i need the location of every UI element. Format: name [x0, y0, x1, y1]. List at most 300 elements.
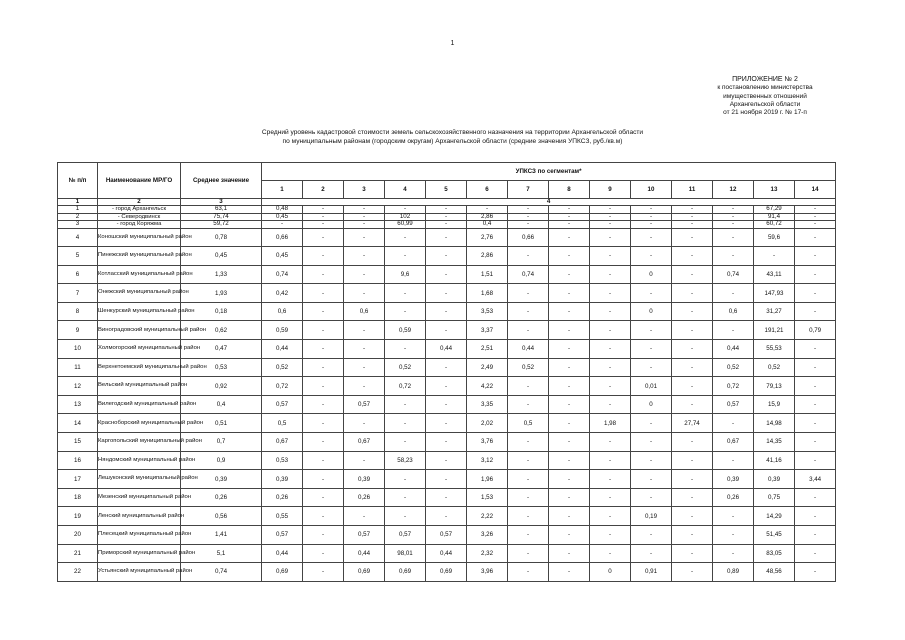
segment-value-cell: -: [795, 544, 836, 563]
segment-value-cell: 3,96: [467, 563, 508, 582]
segment-value-cell: 79,13: [754, 377, 795, 396]
row-name-cell: Коношский муниципальный район: [98, 228, 181, 247]
header-name: Наименование МР/ГО: [98, 163, 181, 199]
segment-value-cell: -: [303, 340, 344, 359]
segment-value-cell: -: [344, 507, 385, 526]
segment-value-cell: 0,75: [754, 488, 795, 507]
segment-value-cell: 0,44: [262, 544, 303, 563]
table-row: [58, 563, 836, 582]
segment-value-cell: 0,5: [508, 414, 549, 433]
row-name-cell: - Северодвинск: [98, 213, 181, 221]
row-number-cell: 14: [58, 414, 98, 433]
segment-value-cell: -: [344, 340, 385, 359]
segment-value-cell: 2,22: [467, 507, 508, 526]
segment-value-cell: -: [549, 247, 590, 266]
segment-value-cell: -: [385, 395, 426, 414]
segment-value-cell: -: [590, 544, 631, 563]
segment-value-cell: 0,53: [262, 451, 303, 470]
table-row: [58, 265, 836, 284]
segment-value-cell: -: [713, 321, 754, 340]
segment-value-cell: -: [303, 206, 344, 214]
segment-value-cell: -: [795, 488, 836, 507]
segment-value-cell: -: [631, 488, 672, 507]
segment-value-cell: 60,72: [754, 221, 795, 229]
segment-value-cell: -: [549, 507, 590, 526]
segment-value-cell: -: [795, 247, 836, 266]
segment-value-cell: 0,5: [262, 414, 303, 433]
segment-value-cell: -: [795, 526, 836, 545]
segment-value-cell: 0,67: [262, 433, 303, 452]
segment-value-cell: -: [508, 563, 549, 582]
segment-value-cell: -: [672, 265, 713, 284]
segment-value-cell: 0,52: [508, 358, 549, 377]
row-average-cell: 0,39: [181, 470, 262, 489]
table-row: [58, 321, 836, 340]
segment-header-cell: 8: [549, 181, 590, 199]
segment-value-cell: -: [590, 206, 631, 214]
segment-value-cell: 98,01: [385, 544, 426, 563]
row-number-cell: 21: [58, 544, 98, 563]
row-average-cell: 0,26: [181, 488, 262, 507]
segment-value-cell: 1,98: [590, 414, 631, 433]
segment-value-cell: -: [754, 247, 795, 266]
row-average-cell: 5,1: [181, 544, 262, 563]
segment-value-cell: -: [426, 451, 467, 470]
segment-value-cell: 0,44: [713, 340, 754, 359]
segment-value-cell: -: [385, 247, 426, 266]
row-average-cell: 1,93: [181, 284, 262, 303]
segment-header-cell: 12: [713, 181, 754, 199]
header-upksz: УПКСЗ по сегментам*: [262, 163, 836, 181]
segment-value-cell: -: [426, 213, 467, 221]
segment-value-cell: -: [795, 228, 836, 247]
segment-value-cell: 3,76: [467, 433, 508, 452]
segment-value-cell: 0,52: [385, 358, 426, 377]
segment-value-cell: 43,11: [754, 265, 795, 284]
segment-header-cell: 6: [467, 181, 508, 199]
segment-value-cell: 15,9: [754, 395, 795, 414]
table-header: [58, 163, 836, 199]
segment-value-cell: 0,79: [795, 321, 836, 340]
table-row: [58, 488, 836, 507]
segment-header-cell: 4: [385, 181, 426, 199]
segment-value-cell: -: [631, 526, 672, 545]
segment-value-cell: -: [508, 544, 549, 563]
row-name-cell: Устьянский муниципальный район: [98, 563, 181, 582]
row-average-cell: 0,74: [181, 563, 262, 582]
index-cell: 3: [181, 199, 262, 206]
table-row: [58, 470, 836, 489]
segment-value-cell: -: [508, 284, 549, 303]
segment-value-cell: -: [672, 340, 713, 359]
segment-value-cell: -: [795, 284, 836, 303]
segment-value-cell: -: [590, 395, 631, 414]
row-number-cell: 7: [58, 284, 98, 303]
segment-value-cell: -: [549, 526, 590, 545]
row-name-cell: - город Архангельск: [98, 206, 181, 214]
segment-value-cell: -: [426, 302, 467, 321]
segment-value-cell: -: [303, 377, 344, 396]
segment-value-cell: 0,69: [262, 563, 303, 582]
segment-value-cell: -: [590, 377, 631, 396]
segment-value-cell: -: [590, 507, 631, 526]
segment-value-cell: -: [631, 470, 672, 489]
segment-value-cell: -: [795, 414, 836, 433]
segment-value-cell: -: [344, 213, 385, 221]
segment-value-cell: -: [344, 228, 385, 247]
segment-value-cell: -: [795, 358, 836, 377]
segment-value-cell: -: [590, 265, 631, 284]
table-row: [58, 221, 836, 229]
row-number-cell: 3: [58, 221, 98, 229]
segment-value-cell: 0,6: [262, 302, 303, 321]
segment-value-cell: 0,57: [385, 526, 426, 545]
segment-value-cell: -: [795, 563, 836, 582]
segment-value-cell: -: [672, 284, 713, 303]
row-average-cell: 0,56: [181, 507, 262, 526]
segment-value-cell: 0,42: [262, 284, 303, 303]
row-average-cell: 0,51: [181, 414, 262, 433]
row-number-cell: 1: [58, 206, 98, 214]
segment-value-cell: 0,89: [713, 563, 754, 582]
segment-value-cell: 60,99: [385, 221, 426, 229]
segment-value-cell: 0,48: [262, 206, 303, 214]
segment-value-cell: -: [549, 265, 590, 284]
segment-value-cell: -: [631, 321, 672, 340]
segment-value-cell: 0: [590, 563, 631, 582]
segment-value-cell: -: [303, 544, 344, 563]
segment-value-cell: -: [590, 451, 631, 470]
segment-value-cell: -: [344, 284, 385, 303]
segment-value-cell: -: [795, 265, 836, 284]
row-number-cell: 8: [58, 302, 98, 321]
segment-value-cell: 3,12: [467, 451, 508, 470]
segment-value-cell: -: [344, 414, 385, 433]
segment-value-cell: -: [672, 221, 713, 229]
segment-value-cell: 0,57: [344, 526, 385, 545]
appendix-title: ПРИЛОЖЕНИЕ № 2: [732, 76, 798, 83]
segment-value-cell: 0,72: [262, 377, 303, 396]
segment-value-cell: -: [590, 488, 631, 507]
table-row: [58, 228, 836, 247]
row-average-cell: 0,53: [181, 358, 262, 377]
segment-value-cell: 2,86: [467, 247, 508, 266]
segment-value-cell: -: [672, 247, 713, 266]
row-average-cell: 0,78: [181, 228, 262, 247]
segment-value-cell: -: [426, 395, 467, 414]
segment-value-cell: 2,86: [467, 213, 508, 221]
table-row: [58, 433, 836, 452]
segment-value-cell: 0,19: [631, 507, 672, 526]
segment-value-cell: 0,26: [262, 488, 303, 507]
segment-value-cell: 0: [631, 302, 672, 321]
segment-value-cell: 0,74: [262, 265, 303, 284]
segment-value-cell: -: [549, 544, 590, 563]
segment-value-cell: -: [508, 377, 549, 396]
segment-value-cell: 0,44: [426, 544, 467, 563]
segment-value-cell: -: [426, 358, 467, 377]
row-number-cell: 2: [58, 213, 98, 221]
segment-header-cell: 14: [795, 181, 836, 199]
segment-value-cell: -: [631, 213, 672, 221]
segment-value-cell: -: [795, 395, 836, 414]
row-average-cell: 0,62: [181, 321, 262, 340]
segment-value-cell: 51,45: [754, 526, 795, 545]
row-name-cell: Онежский муниципальный район: [98, 284, 181, 303]
segment-value-cell: -: [713, 228, 754, 247]
row-name-cell: Мезенский муниципальный район: [98, 488, 181, 507]
segment-value-cell: -: [385, 433, 426, 452]
segment-value-cell: -: [713, 414, 754, 433]
segment-value-cell: 0,45: [262, 247, 303, 266]
table-body: [58, 199, 836, 582]
segment-value-cell: -: [590, 228, 631, 247]
segment-value-cell: -: [508, 206, 549, 214]
segment-value-cell: -: [672, 526, 713, 545]
segment-value-cell: -: [672, 228, 713, 247]
row-name-cell: Вилегодский муниципальный район: [98, 395, 181, 414]
segment-value-cell: -: [549, 321, 590, 340]
segment-value-cell: 27,74: [672, 414, 713, 433]
row-name-cell: Котласский муниципальный район: [98, 265, 181, 284]
segment-value-cell: -: [426, 228, 467, 247]
segment-value-cell: 0,72: [713, 377, 754, 396]
segment-value-cell: 0,74: [508, 265, 549, 284]
segment-value-cell: 102: [385, 213, 426, 221]
header-average: Среднее значение: [181, 163, 262, 199]
table-row: [58, 507, 836, 526]
document-title-line: Средний уровень кадастровой стоимости земель сельскохозяйственного назначения на территории Архангельской области: [261, 129, 644, 136]
row-number-cell: 18: [58, 488, 98, 507]
segment-value-cell: 14,29: [754, 507, 795, 526]
appendix-line: от 21 ноября 2019 г. № 17-п: [723, 109, 807, 117]
row-name-cell: Ленский муниципальный район: [98, 507, 181, 526]
segment-value-cell: 0,39: [262, 470, 303, 489]
segment-value-cell: 0,52: [262, 358, 303, 377]
segment-value-cell: 9,6: [385, 265, 426, 284]
segment-value-cell: 0,39: [754, 470, 795, 489]
row-average-cell: 1,41: [181, 526, 262, 545]
row-number-cell: 20: [58, 526, 98, 545]
segment-value-cell: -: [549, 451, 590, 470]
appendix-line: к постановлению министерства: [717, 84, 813, 92]
segment-value-cell: -: [303, 470, 344, 489]
row-name-cell: Лешуконский муниципальный район: [98, 470, 181, 489]
segment-value-cell: -: [795, 340, 836, 359]
row-average-cell: 0,9: [181, 451, 262, 470]
row-number-cell: 12: [58, 377, 98, 396]
segment-value-cell: -: [303, 247, 344, 266]
segment-value-cell: -: [426, 221, 467, 229]
table-row: [58, 414, 836, 433]
segment-value-cell: 0,91: [631, 563, 672, 582]
page-number: 1: [450, 40, 455, 47]
row-name-cell: Шенкурский муниципальный район: [98, 302, 181, 321]
segment-value-cell: 0,59: [262, 321, 303, 340]
index-cell: 1: [58, 199, 98, 206]
segment-value-cell: -: [672, 488, 713, 507]
segment-value-cell: 3,44: [795, 470, 836, 489]
segment-value-cell: -: [426, 284, 467, 303]
segment-value-cell: -: [303, 221, 344, 229]
row-number-cell: 17: [58, 470, 98, 489]
document-title-line: по муниципальным районам (городским округам) Архангельской области (средние значения УПКСЗ, руб./кв.м): [282, 138, 623, 146]
segment-value-cell: -: [549, 284, 590, 303]
segment-value-cell: -: [672, 206, 713, 214]
segment-value-cell: 3,26: [467, 526, 508, 545]
table-row: [58, 358, 836, 377]
segment-value-cell: -: [385, 414, 426, 433]
segment-value-cell: 67,29: [754, 206, 795, 214]
segment-value-cell: -: [426, 265, 467, 284]
segment-value-cell: -: [672, 433, 713, 452]
segment-header-cell: 10: [631, 181, 672, 199]
segment-value-cell: -: [549, 302, 590, 321]
row-average-cell: 0,92: [181, 377, 262, 396]
segment-header-cell: 2: [303, 181, 344, 199]
segment-value-cell: -: [795, 302, 836, 321]
segment-value-cell: -: [303, 228, 344, 247]
segment-value-cell: 0,74: [713, 265, 754, 284]
row-number-cell: 22: [58, 563, 98, 582]
segment-value-cell: -: [344, 265, 385, 284]
segment-value-cell: -: [385, 470, 426, 489]
segment-value-cell: -: [795, 507, 836, 526]
segment-value-cell: -: [590, 358, 631, 377]
segment-value-cell: 0,57: [262, 526, 303, 545]
segment-value-cell: -: [344, 358, 385, 377]
row-name-cell: Каргопольский муниципальный район: [98, 433, 181, 452]
segment-value-cell: -: [549, 228, 590, 247]
segment-value-cell: 0,44: [426, 340, 467, 359]
table-row: [58, 284, 836, 303]
segment-value-cell: -: [590, 221, 631, 229]
segment-value-cell: -: [672, 451, 713, 470]
segment-value-cell: -: [631, 358, 672, 377]
segment-value-cell: 0,69: [426, 563, 467, 582]
segment-value-cell: -: [344, 377, 385, 396]
appendix-line: Архангельской области: [729, 100, 801, 108]
segment-value-cell: -: [549, 395, 590, 414]
row-name-cell: Няндомский муниципальный район: [98, 451, 181, 470]
table-row: [58, 247, 836, 266]
segment-value-cell: -: [549, 414, 590, 433]
segment-value-cell: -: [385, 302, 426, 321]
segment-value-cell: -: [631, 221, 672, 229]
segment-value-cell: -: [426, 488, 467, 507]
segment-value-cell: -: [344, 221, 385, 229]
segment-value-cell: -: [426, 247, 467, 266]
segment-value-cell: -: [795, 377, 836, 396]
segment-value-cell: 14,98: [754, 414, 795, 433]
row-number-cell: 16: [58, 451, 98, 470]
segment-value-cell: -: [344, 321, 385, 340]
row-average-cell: 0,7: [181, 433, 262, 452]
segment-value-cell: -: [590, 340, 631, 359]
segment-value-cell: -: [549, 221, 590, 229]
segment-value-cell: 1,68: [467, 284, 508, 303]
segment-value-cell: -: [467, 206, 508, 214]
segment-value-cell: -: [795, 213, 836, 221]
header-num: № п/п: [58, 163, 98, 199]
segment-header-cell: 7: [508, 181, 549, 199]
segment-value-cell: 0,72: [385, 377, 426, 396]
segment-value-cell: -: [508, 321, 549, 340]
segment-value-cell: -: [549, 206, 590, 214]
segment-value-cell: -: [303, 284, 344, 303]
row-average-cell: 0,45: [181, 247, 262, 266]
appendix-line: имущественных отношений: [723, 92, 807, 100]
segment-value-cell: 0,44: [344, 544, 385, 563]
segment-value-cell: 0,01: [631, 377, 672, 396]
segment-value-cell: -: [549, 213, 590, 221]
segment-value-cell: 2,32: [467, 544, 508, 563]
row-name-cell: Пинежский муниципальный район: [98, 247, 181, 266]
segment-value-cell: -: [713, 451, 754, 470]
row-average-cell: 0,18: [181, 302, 262, 321]
segment-value-cell: 2,51: [467, 340, 508, 359]
row-number-cell: 4: [58, 228, 98, 247]
segment-value-cell: -: [303, 563, 344, 582]
segment-value-cell: 83,05: [754, 544, 795, 563]
index-cell: 4: [262, 199, 836, 206]
segment-value-cell: -: [795, 451, 836, 470]
segment-value-cell: -: [303, 507, 344, 526]
table-row: [58, 340, 836, 359]
row-average-cell: 1,33: [181, 265, 262, 284]
segment-value-cell: -: [672, 302, 713, 321]
segment-value-cell: 0,57: [344, 395, 385, 414]
segment-value-cell: -: [631, 544, 672, 563]
segment-value-cell: 0,4: [467, 221, 508, 229]
segment-value-cell: -: [303, 265, 344, 284]
segment-value-cell: 0,55: [262, 507, 303, 526]
segment-value-cell: -: [426, 433, 467, 452]
segment-value-cell: -: [631, 433, 672, 452]
segment-value-cell: -: [303, 358, 344, 377]
segment-value-cell: -: [549, 433, 590, 452]
row-average-cell: 0,47: [181, 340, 262, 359]
row-name-cell: Приморский муниципальный район: [98, 544, 181, 563]
segment-value-cell: -: [672, 544, 713, 563]
segment-value-cell: -: [549, 470, 590, 489]
segment-value-cell: -: [590, 213, 631, 221]
segment-value-cell: 3,35: [467, 395, 508, 414]
segment-value-cell: 0,39: [713, 470, 754, 489]
segment-value-cell: 0,52: [713, 358, 754, 377]
segment-value-cell: 2,02: [467, 414, 508, 433]
segment-value-cell: -: [590, 433, 631, 452]
segment-value-cell: 59,6: [754, 228, 795, 247]
table-row: [58, 302, 836, 321]
row-average-cell: 63,1: [181, 206, 262, 214]
segment-value-cell: -: [713, 284, 754, 303]
segment-value-cell: 91,4: [754, 213, 795, 221]
row-name-cell: - город Коряжма: [98, 221, 181, 229]
segment-value-cell: -: [631, 247, 672, 266]
segment-value-cell: -: [590, 284, 631, 303]
table-row: [58, 526, 836, 545]
row-number-cell: 10: [58, 340, 98, 359]
segment-value-cell: -: [631, 340, 672, 359]
segment-value-cell: -: [303, 321, 344, 340]
segment-value-cell: 2,49: [467, 358, 508, 377]
segment-value-cell: 0: [631, 265, 672, 284]
segment-value-cell: -: [590, 321, 631, 340]
segment-value-cell: -: [508, 302, 549, 321]
row-name-cell: Верхнетоемский муниципальный район: [98, 358, 181, 377]
segment-value-cell: -: [713, 526, 754, 545]
